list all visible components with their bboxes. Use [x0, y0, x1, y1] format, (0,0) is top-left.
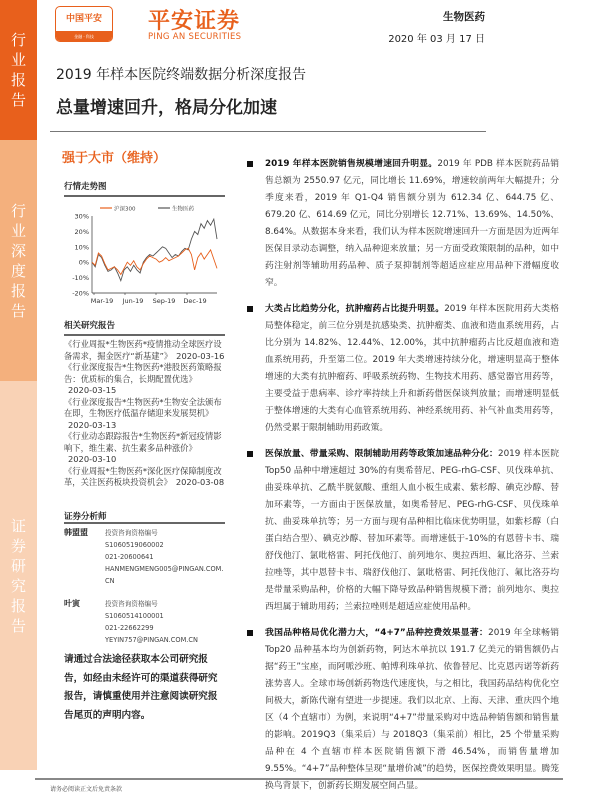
bullet-icon	[247, 306, 253, 312]
analyst	[64, 527, 229, 587]
key-points	[247, 156, 562, 804]
x-tick-label: Sep-19	[152, 297, 176, 305]
bullet-icon	[247, 630, 253, 636]
analysts-title: 证券分析师	[64, 512, 107, 522]
chart-section-title: 行情走势图	[64, 182, 107, 192]
related-report[interactable]	[64, 397, 229, 432]
related-report-title[interactable]: 《行业深度报告*生物医药*生物安全法颁布在即，生物医疗低温存储迎来发展契机》	[64, 396, 222, 418]
key-point-heading: 我国品种格局优化潜力大，“4+7”品种控费效果显著：	[265, 628, 489, 638]
related-report-date: 2020-03-13	[68, 419, 117, 430]
y-tick-label: 10%	[74, 243, 89, 252]
related-list	[64, 339, 229, 489]
related-report[interactable]	[64, 466, 229, 489]
analyst-phone: 021-22662299	[105, 624, 154, 632]
industry-label: 生物医药	[443, 11, 485, 23]
y-tick-label: -20%	[72, 289, 89, 298]
key-point-body: 2019 年全球畅销 Top20 品种基本均为创新药物，阿达木单抗以 191.7 亿美元的销售额仍占据“药王”宝座，而阿哌沙班、帕博利珠单抗、依鲁替尼、比克恩丙诺等新药涨势喜人。全球市场创新药物迭代速度快，与之相比，我国药品结构优化空间极大，新陈代谢有望进一步提速。我们以北京、上海、天津、重庆四个地区（4 个直辖市）为例，来说明“4+7”带量采购对中选品种销售额和销售量的影响。2019Q3（集采后）与 2018Q3（集采前）相比，25 个带量采购品种在 4 个直辖市样本医院销售额下滑 46.54%，而销售量增加 9.55%。“4+7”品种整体呈现“量增价减”的趋势，医保控费效果明显。腾笼换鸟背景下，创新药长期发展空间凸显。	[265, 628, 559, 791]
analyst-email[interactable]: YEYIN757@PINGAN.COM.CN	[105, 636, 198, 644]
analyst-label: 投资咨询资格编号	[105, 529, 158, 537]
y-tick-label: 20%	[74, 227, 89, 236]
footer-note: 请务必阅读正文后免责条款	[50, 786, 123, 793]
analyst-name: 韩盟盟	[64, 528, 88, 537]
x-tick-label: Dec-19	[183, 297, 207, 305]
related-report-date: 2020-03-10	[68, 454, 117, 464]
related-report[interactable]	[64, 339, 229, 362]
key-point	[247, 446, 562, 616]
divider	[64, 195, 225, 197]
key-point-body: 2019 样本医院 Top50 品种中增速超过 30%的有奥希替尼、PEG-rhG-CSF、贝伐珠单抗、曲妥珠单抗、乙酰半胱氨酸、重组人血小板生成素、紫杉醇、碘克沙醇、替加环素等，一方面由于医保放量，如奥希替尼、PEG-rhG-CSF、贝伐珠单抗、曲妥珠单抗等；另一方面与现有品种相比临床优势明显，如紫杉醇（白蛋白结合型）、碘克沙醇、替加环素等。而增速低于-10%的有恩替卡韦、瑞舒伐他汀、氯吡格雷、阿托伐他汀、前列地尔、奥拉西坦、氟比洛芬、兰索拉唑等，其中恩替卡韦、瑞舒伐他汀、氯吡格雷、阿托伐他汀、氟比洛芬均是带量采购品种，价格的大幅下降导致品种销售规模下滑；前列地尔、奥拉西坦属于辅助用药；兰索拉唑则是超适应症使用品种。	[265, 449, 559, 612]
rating: 强于大市（维持）	[62, 151, 167, 166]
analyst-phone: 021-20600641	[105, 553, 154, 561]
sidebar-report-type: 行业报告	[0, 0, 37, 140]
analyst-list	[64, 527, 229, 646]
brand-name-en: PING AN SECURITIES	[148, 32, 242, 42]
key-point-heading: 2019 年样本医院销售规模增速回升明显。	[265, 159, 438, 169]
report-title: 2019 年样本医院终端数据分析深度报告	[56, 67, 307, 83]
series-line-1	[92, 219, 217, 281]
x-tick-label: Jun-19	[122, 297, 144, 305]
ping-an-logo: 中国平安 金融 · 科技	[55, 6, 113, 42]
divider	[64, 334, 225, 336]
brand-name: 平安证券	[148, 9, 241, 34]
bullet-icon	[247, 161, 253, 167]
key-point-heading: 医保放量、带量采购、限制辅助用药等政策加速品种分化：	[265, 449, 498, 459]
y-tick-label: 0%	[78, 258, 89, 267]
divider	[50, 131, 486, 132]
analyst	[64, 598, 229, 646]
analyst-cert: S1060519060002	[105, 541, 164, 549]
key-point	[247, 301, 562, 437]
related-report-date: 2020-03-16	[176, 350, 225, 361]
analyst-name: 叶寅	[64, 599, 80, 608]
related-report[interactable]	[64, 431, 229, 466]
report-subtitle: 总量增速回升，格局分化加速	[56, 98, 277, 118]
analyst-label: 投资咨询资格编号	[105, 600, 158, 608]
related-report-title[interactable]: 《行业周报*生物医药*疫情推动全球医疗设备需求，掘金医疗“新基建”》	[64, 339, 222, 361]
footer-divider	[35, 778, 563, 780]
x-tick-label: Mar-19	[90, 297, 114, 305]
sidebar-report-category: 证券研究报告	[0, 381, 37, 770]
related-title: 相关研究报告	[64, 321, 116, 331]
related-report-date: 2020-03-15	[68, 385, 117, 395]
report-date: 2020 年 03 月 17 日	[388, 34, 485, 45]
related-report[interactable]	[64, 362, 229, 397]
bullet-icon	[247, 451, 253, 457]
related-report-title[interactable]: 《行业深度报告*生物医药*港股医药策略报告：优质标的集合，长期配置优选》	[64, 362, 222, 384]
analyst-email[interactable]: HANMENGMENG005@PINGAN.COM.CN	[105, 565, 224, 585]
legend-label: 生物医药	[172, 206, 195, 213]
disclaimer: 请通过合法途径获取本公司研究报告，如经由未经许可的渠道获得研究报告，请慎重使用并注意阅读研究报告尾页的声明内容。	[64, 654, 218, 721]
legend-label: 沪深300	[114, 206, 136, 213]
y-tick-label: -10%	[72, 274, 89, 283]
related-report-date: 2020-03-08	[175, 477, 225, 487]
market-trend-chart	[60, 198, 240, 310]
key-point	[247, 625, 562, 795]
key-point-body: 2019 年 PDB 样本医院药品销售总额为 2550.97 亿元，同比增长 11.69%，增速较前两年大幅提升；分季度来看，2019 年 Q1-Q4 销售额分别为 612.34 亿、644.75 亿、679.20 亿、614.69 亿元，同比分别增长 12.71%、13.69%、14.50%、8.64%。从数据本身来看，我们认为样本医院增速回升一方面是因为近两年医保目录动态调整，纳入品种迎来放量；另一方面受政策限制的品种，如中药注射剂等辅助用药品种、质子泵抑制剂等超适应症应用品种下滑幅度收窄。	[265, 159, 559, 288]
related-report-title[interactable]: 《行业周报*生物医药*深化医疗保障制度改革，关注医药板块投资机会》	[64, 465, 222, 487]
analyst-cert: S1060514100001	[105, 612, 164, 620]
divider	[64, 522, 225, 524]
key-point-body: 2019 年样本医院用药大类格局整体稳定，前三位分别是抗感染类、抗肿瘤类、血液和造血系统用药，占比分别为 14.82%、12.44%、12.00%，其中抗肿瘤药占比反超血液和造血系统用药，升至第二位。2019 年大类增速持续分化，增速明显高于整体增速的大类有抗肿瘤药、呼吸系统药物、生物技术用药、感觉器官用药等，主要受益于患病率、诊疗率持续上升和新药借医保谈判放量；而增速明显低于整体增速的大类有心血管系统用药、神经系统用药、补气补血类用药等，仍然受累于限制辅助用药政策。	[265, 304, 559, 433]
related-report-title[interactable]: 《行业动态跟踪报告*生物医药*新冠疫情影响下，维生素、抗生素多品种涨价》	[64, 431, 222, 453]
key-point	[247, 156, 562, 292]
sidebar-report-subtype: 行业深度报告	[0, 140, 37, 381]
y-tick-label: 30%	[74, 212, 89, 221]
key-point-heading: 大类占比趋势分化，抗肿瘤药占比提升明显。	[265, 304, 445, 314]
